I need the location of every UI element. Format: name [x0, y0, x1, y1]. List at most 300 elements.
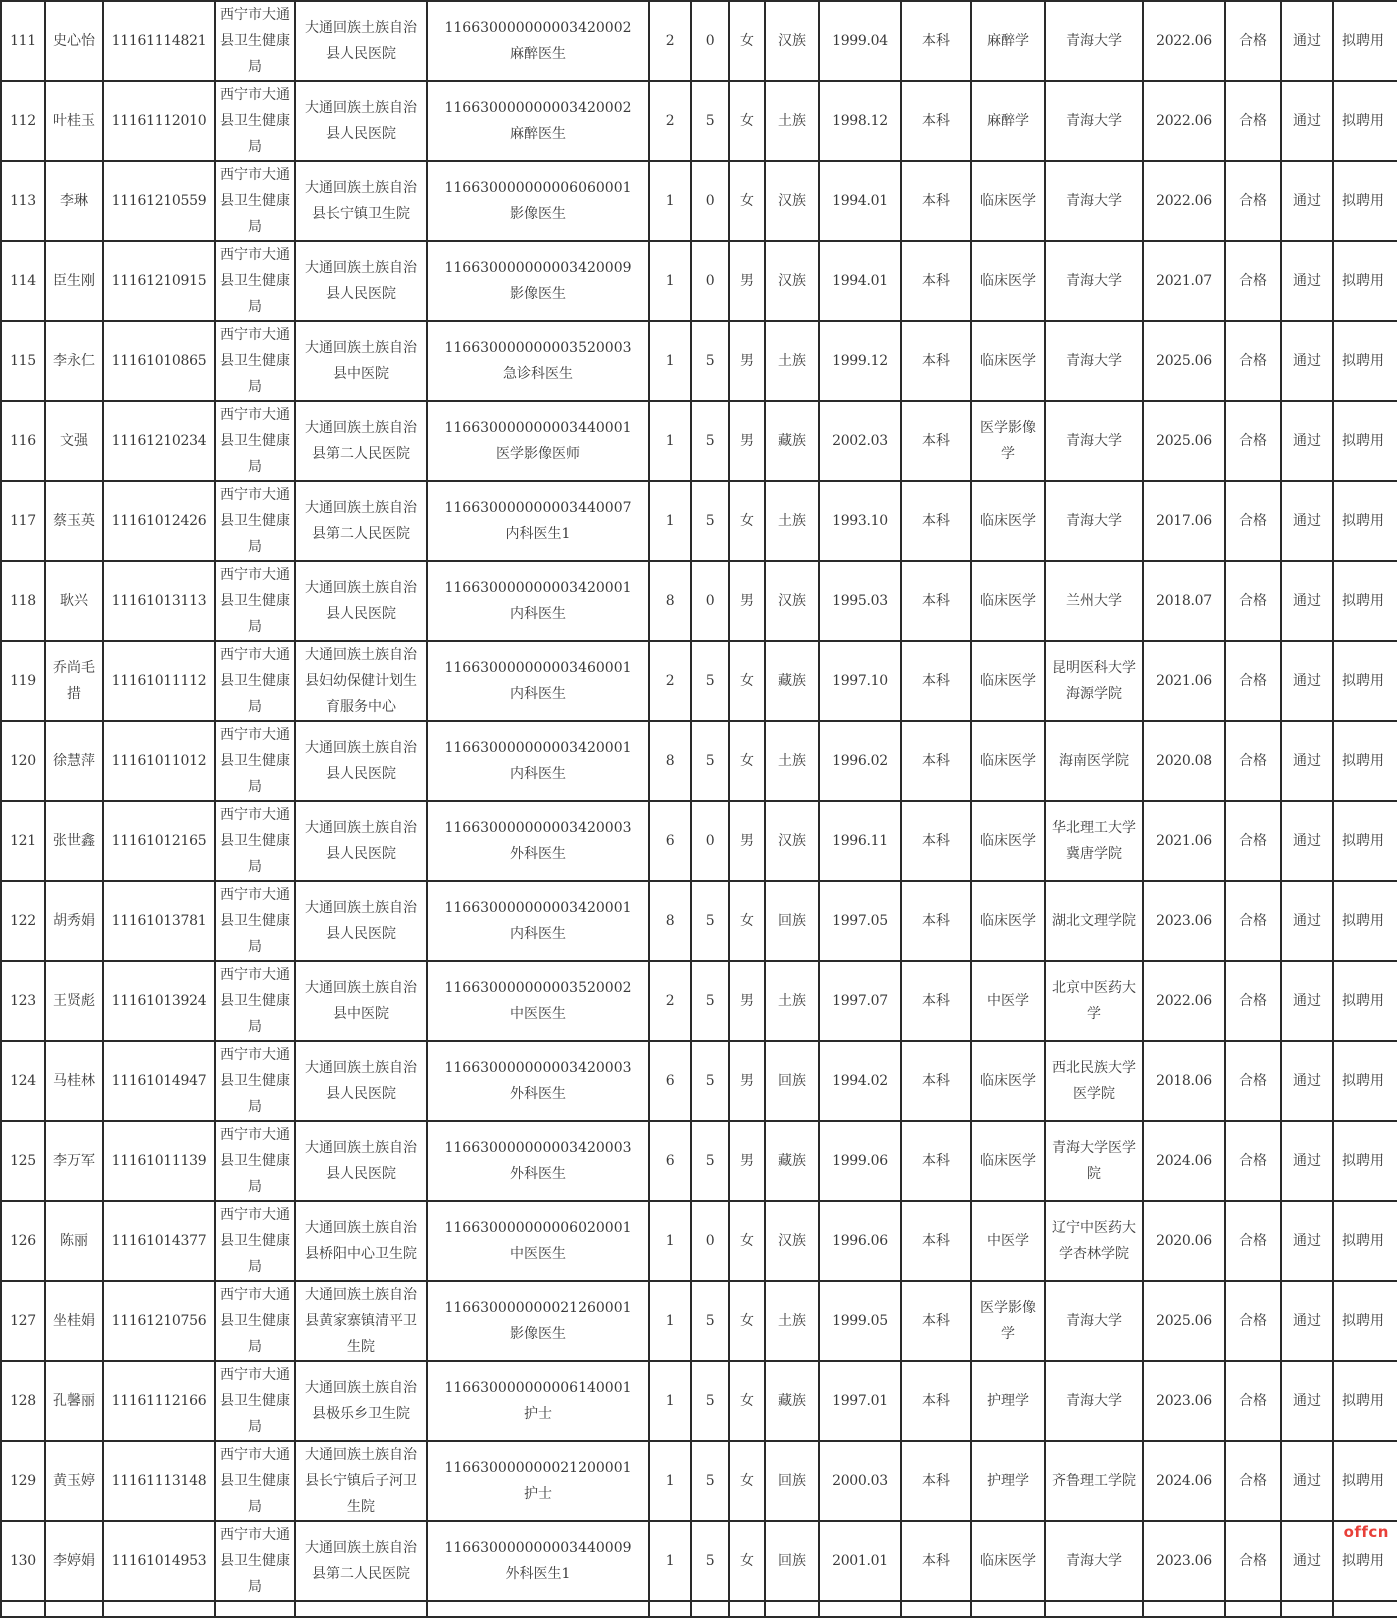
position-code-cell: 116630000000003520003急诊科医生 — [427, 321, 649, 401]
ethnicity-cell: 回族 — [765, 881, 819, 961]
empty-cell — [971, 1601, 1045, 1617]
school-cell: 青海大学 — [1045, 1281, 1143, 1361]
ethnicity-cell: 土族 — [765, 81, 819, 161]
exam-result-cell: 合格 — [1225, 401, 1281, 481]
school-cell: 青海大学 — [1045, 481, 1143, 561]
department-cell: 西宁市大通县卫生健康局 — [215, 81, 295, 161]
department-cell: 西宁市大通县卫生健康局 — [215, 161, 295, 241]
birth-date-cell: 1996.02 — [819, 721, 901, 801]
major-cell: 临床医学 — [971, 481, 1045, 561]
position-code-cell: 116630000000006060001影像医生 — [427, 161, 649, 241]
row-number-cell: 111 — [1, 1, 45, 81]
gender-cell: 男 — [729, 1121, 765, 1201]
birth-date-cell: 2001.01 — [819, 1521, 901, 1601]
birth-date-cell: 1999.04 — [819, 1, 901, 81]
score-extra-cell: 5 — [691, 81, 729, 161]
row-number-cell: 130 — [1, 1521, 45, 1601]
department-cell: 西宁市大通县卫生健康局 — [215, 241, 295, 321]
candidate-name-cell: 李万军 — [45, 1121, 103, 1201]
planned-count-cell: 6 — [649, 1121, 691, 1201]
review-result-cell: 通过 — [1281, 1361, 1333, 1441]
graduation-date-cell: 2018.06 — [1143, 1041, 1225, 1121]
exam-result-cell: 合格 — [1225, 321, 1281, 401]
row-number-cell: 125 — [1, 1121, 45, 1201]
gender-cell: 男 — [729, 961, 765, 1041]
birth-date-cell: 1997.01 — [819, 1361, 901, 1441]
major-cell: 临床医学 — [971, 1521, 1045, 1601]
employer-unit-cell: 大通回族土族自治县人民医院 — [295, 241, 427, 321]
birth-date-cell: 1996.06 — [819, 1201, 901, 1281]
position-code-cell: 116630000000003440009外科医生1 — [427, 1521, 649, 1601]
planned-count-cell: 2 — [649, 1, 691, 81]
exam-result-cell: 合格 — [1225, 801, 1281, 881]
education-cell: 本科 — [901, 161, 971, 241]
ethnicity-cell: 回族 — [765, 1041, 819, 1121]
gender-cell: 女 — [729, 881, 765, 961]
employer-unit-cell: 大通回族土族自治县人民医院 — [295, 81, 427, 161]
candidate-name-cell: 徐慧萍 — [45, 721, 103, 801]
hire-status-cell: 拟聘用 — [1333, 881, 1397, 961]
position-code-cell: 116630000000003440007内科医生1 — [427, 481, 649, 561]
employer-unit-cell: 大通回族土族自治县第二人民医院 — [295, 481, 427, 561]
gender-cell: 男 — [729, 561, 765, 641]
employer-unit-cell: 大通回族土族自治县极乐乡卫生院 — [295, 1361, 427, 1441]
row-number-cell: 126 — [1, 1201, 45, 1281]
department-cell: 西宁市大通县卫生健康局 — [215, 801, 295, 881]
table-row — [1, 481, 1397, 561]
position-code-cell: 116630000000003420009影像医生 — [427, 241, 649, 321]
score-extra-cell: 5 — [691, 641, 729, 721]
gender-cell: 女 — [729, 721, 765, 801]
row-number-cell: 128 — [1, 1361, 45, 1441]
hire-status-cell: 拟聘用 — [1333, 561, 1397, 641]
review-result-cell: 通过 — [1281, 161, 1333, 241]
school-cell: 青海大学 — [1045, 161, 1143, 241]
hire-status-cell: 拟聘用 — [1333, 1041, 1397, 1121]
score-extra-cell: 5 — [691, 1441, 729, 1521]
gender-cell: 女 — [729, 161, 765, 241]
major-cell: 临床医学 — [971, 561, 1045, 641]
employer-unit-cell: 大通回族土族自治县妇幼保健计划生育服务中心 — [295, 641, 427, 721]
ethnicity-cell: 藏族 — [765, 641, 819, 721]
school-cell: 西北民族大学医学院 — [1045, 1041, 1143, 1121]
hire-status-cell: 拟聘用 — [1333, 721, 1397, 801]
graduation-date-cell: 2020.08 — [1143, 721, 1225, 801]
department-cell: 西宁市大通县卫生健康局 — [215, 1121, 295, 1201]
birth-date-cell: 1995.03 — [819, 561, 901, 641]
position-code-cell: 116630000000003440001医学影像医师 — [427, 401, 649, 481]
position-code-cell: 116630000000003420003外科医生 — [427, 801, 649, 881]
score-extra-cell: 5 — [691, 1361, 729, 1441]
major-cell: 临床医学 — [971, 801, 1045, 881]
gender-cell: 女 — [729, 641, 765, 721]
ticket-number-cell: 11161011112 — [103, 641, 215, 721]
ticket-number-cell: 11161210915 — [103, 241, 215, 321]
employer-unit-cell: 大通回族土族自治县中医院 — [295, 961, 427, 1041]
candidate-name-cell: 坐桂娟 — [45, 1281, 103, 1361]
ethnicity-cell: 土族 — [765, 961, 819, 1041]
hire-status-cell: 拟聘用 — [1333, 401, 1397, 481]
planned-count-cell: 2 — [649, 81, 691, 161]
major-cell: 临床医学 — [971, 241, 1045, 321]
planned-count-cell: 8 — [649, 881, 691, 961]
birth-date-cell: 2000.03 — [819, 1441, 901, 1521]
gender-cell: 男 — [729, 801, 765, 881]
gender-cell: 女 — [729, 1281, 765, 1361]
department-cell: 西宁市大通县卫生健康局 — [215, 1441, 295, 1521]
table-row — [1, 401, 1397, 481]
education-cell: 本科 — [901, 241, 971, 321]
hire-status-cell: 拟聘用 — [1333, 481, 1397, 561]
planned-count-cell: 6 — [649, 801, 691, 881]
ethnicity-cell: 藏族 — [765, 1121, 819, 1201]
candidate-name-cell: 王贤彪 — [45, 961, 103, 1041]
ticket-number-cell: 11161013113 — [103, 561, 215, 641]
candidate-name-cell: 马桂林 — [45, 1041, 103, 1121]
position-code-cell: 116630000000003520002中医医生 — [427, 961, 649, 1041]
education-cell: 本科 — [901, 481, 971, 561]
school-cell: 青海大学 — [1045, 1521, 1143, 1601]
row-number-cell: 120 — [1, 721, 45, 801]
school-cell: 兰州大学 — [1045, 561, 1143, 641]
empty-cell — [649, 1601, 691, 1617]
ethnicity-cell: 藏族 — [765, 1361, 819, 1441]
ethnicity-cell: 藏族 — [765, 401, 819, 481]
major-cell: 麻醉学 — [971, 81, 1045, 161]
major-cell: 医学影像学 — [971, 401, 1045, 481]
table-row — [1, 1041, 1397, 1121]
graduation-date-cell: 2018.07 — [1143, 561, 1225, 641]
ethnicity-cell: 土族 — [765, 481, 819, 561]
gender-cell: 男 — [729, 321, 765, 401]
candidate-name-cell: 张世鑫 — [45, 801, 103, 881]
candidate-name-cell: 叶桂玉 — [45, 81, 103, 161]
ticket-number-cell: 11161013924 — [103, 961, 215, 1041]
candidate-name-cell: 李永仁 — [45, 321, 103, 401]
review-result-cell: 通过 — [1281, 561, 1333, 641]
hire-status-cell: 拟聘用 — [1333, 1521, 1397, 1601]
row-number-cell: 124 — [1, 1041, 45, 1121]
review-result-cell: 通过 — [1281, 961, 1333, 1041]
ticket-number-cell: 11161011139 — [103, 1121, 215, 1201]
row-number-cell: 119 — [1, 641, 45, 721]
school-cell: 海南医学院 — [1045, 721, 1143, 801]
school-cell: 北京中医药大学 — [1045, 961, 1143, 1041]
table-row — [1, 1121, 1397, 1201]
position-code-cell: 116630000000021260001影像医生 — [427, 1281, 649, 1361]
empty-cell — [427, 1601, 649, 1617]
score-extra-cell: 5 — [691, 721, 729, 801]
review-result-cell: 通过 — [1281, 1, 1333, 81]
ethnicity-cell: 汉族 — [765, 1201, 819, 1281]
score-extra-cell: 0 — [691, 161, 729, 241]
planned-count-cell: 8 — [649, 561, 691, 641]
review-result-cell: 通过 — [1281, 81, 1333, 161]
planned-count-cell: 1 — [649, 481, 691, 561]
empty-cell — [1281, 1601, 1333, 1617]
row-number-cell: 129 — [1, 1441, 45, 1521]
planned-count-cell: 1 — [649, 1361, 691, 1441]
empty-cell — [1225, 1601, 1281, 1617]
table-row — [1, 1281, 1397, 1361]
birth-date-cell: 2002.03 — [819, 401, 901, 481]
row-number-cell: 115 — [1, 321, 45, 401]
graduation-date-cell: 2025.06 — [1143, 1281, 1225, 1361]
position-code-cell: 116630000000003420002麻醉医生 — [427, 1, 649, 81]
major-cell: 临床医学 — [971, 321, 1045, 401]
ticket-number-cell: 11161210559 — [103, 161, 215, 241]
gender-cell: 女 — [729, 1361, 765, 1441]
table-row — [1, 321, 1397, 401]
ethnicity-cell: 土族 — [765, 321, 819, 401]
ticket-number-cell: 11161112166 — [103, 1361, 215, 1441]
planned-count-cell: 1 — [649, 1201, 691, 1281]
empty-cell — [1333, 1601, 1397, 1617]
table-row — [1, 1361, 1397, 1441]
review-result-cell: 通过 — [1281, 241, 1333, 321]
hire-status-cell: 拟聘用 — [1333, 241, 1397, 321]
empty-cell — [45, 1601, 103, 1617]
department-cell: 西宁市大通县卫生健康局 — [215, 961, 295, 1041]
position-code-cell: 116630000000003460001内科医生 — [427, 641, 649, 721]
birth-date-cell: 1993.10 — [819, 481, 901, 561]
major-cell: 中医学 — [971, 1201, 1045, 1281]
review-result-cell: 通过 — [1281, 1441, 1333, 1521]
birth-date-cell: 1996.11 — [819, 801, 901, 881]
ticket-number-cell: 11161014953 — [103, 1521, 215, 1601]
empty-cell — [729, 1601, 765, 1617]
ticket-number-cell: 11161014947 — [103, 1041, 215, 1121]
department-cell: 西宁市大通县卫生健康局 — [215, 1361, 295, 1441]
gender-cell: 女 — [729, 81, 765, 161]
planned-count-cell: 1 — [649, 1521, 691, 1601]
table-row — [1, 641, 1397, 721]
birth-date-cell: 1994.02 — [819, 1041, 901, 1121]
empty-cell — [901, 1601, 971, 1617]
school-cell: 青海大学 — [1045, 1, 1143, 81]
school-cell: 青海大学 — [1045, 401, 1143, 481]
education-cell: 本科 — [901, 1, 971, 81]
hire-status-cell: 拟聘用 — [1333, 1, 1397, 81]
ticket-number-cell: 11161011012 — [103, 721, 215, 801]
row-number-cell: 121 — [1, 801, 45, 881]
education-cell: 本科 — [901, 881, 971, 961]
graduation-date-cell: 2025.06 — [1143, 401, 1225, 481]
exam-result-cell: 合格 — [1225, 1441, 1281, 1521]
school-cell: 青海大学 — [1045, 321, 1143, 401]
exam-result-cell: 合格 — [1225, 1201, 1281, 1281]
ticket-number-cell: 11161114821 — [103, 1, 215, 81]
graduation-date-cell: 2023.06 — [1143, 1521, 1225, 1601]
employer-unit-cell: 大通回族土族自治县长宁镇卫生院 — [295, 161, 427, 241]
exam-result-cell: 合格 — [1225, 881, 1281, 961]
education-cell: 本科 — [901, 721, 971, 801]
education-cell: 本科 — [901, 561, 971, 641]
planned-count-cell: 2 — [649, 961, 691, 1041]
employer-unit-cell: 大通回族土族自治县人民医院 — [295, 561, 427, 641]
score-extra-cell: 5 — [691, 1041, 729, 1121]
empty-cell — [1143, 1601, 1225, 1617]
exam-result-cell: 合格 — [1225, 161, 1281, 241]
exam-result-cell: 合格 — [1225, 81, 1281, 161]
education-cell: 本科 — [901, 1521, 971, 1601]
exam-result-cell: 合格 — [1225, 641, 1281, 721]
table-row — [1, 561, 1397, 641]
table-row-partial — [1, 1601, 1397, 1617]
row-number-cell: 127 — [1, 1281, 45, 1361]
major-cell: 麻醉学 — [971, 1, 1045, 81]
school-cell: 青海大学 — [1045, 241, 1143, 321]
ticket-number-cell: 11161013781 — [103, 881, 215, 961]
birth-date-cell: 1999.06 — [819, 1121, 901, 1201]
department-cell: 西宁市大通县卫生健康局 — [215, 641, 295, 721]
candidate-name-cell: 孔馨丽 — [45, 1361, 103, 1441]
review-result-cell: 通过 — [1281, 1521, 1333, 1601]
employer-unit-cell: 大通回族土族自治县人民医院 — [295, 881, 427, 961]
ticket-number-cell: 11161012426 — [103, 481, 215, 561]
birth-date-cell: 1994.01 — [819, 161, 901, 241]
table-row — [1, 721, 1397, 801]
review-result-cell: 通过 — [1281, 1041, 1333, 1121]
school-cell: 齐鲁理工学院 — [1045, 1441, 1143, 1521]
empty-cell — [215, 1601, 295, 1617]
ethnicity-cell: 土族 — [765, 721, 819, 801]
empty-cell — [691, 1601, 729, 1617]
exam-result-cell: 合格 — [1225, 241, 1281, 321]
graduation-date-cell: 2020.06 — [1143, 1201, 1225, 1281]
table-row — [1, 81, 1397, 161]
review-result-cell: 通过 — [1281, 801, 1333, 881]
position-code-cell: 116630000000003420003外科医生 — [427, 1041, 649, 1121]
education-cell: 本科 — [901, 1041, 971, 1121]
education-cell: 本科 — [901, 961, 971, 1041]
table-row — [1, 801, 1397, 881]
birth-date-cell: 1997.10 — [819, 641, 901, 721]
employer-unit-cell: 大通回族土族自治县第二人民医院 — [295, 1521, 427, 1601]
planned-count-cell: 8 — [649, 721, 691, 801]
planned-count-cell: 1 — [649, 161, 691, 241]
hire-status-cell: 拟聘用 — [1333, 1201, 1397, 1281]
empty-cell — [1045, 1601, 1143, 1617]
department-cell: 西宁市大通县卫生健康局 — [215, 1281, 295, 1361]
planned-count-cell: 2 — [649, 641, 691, 721]
department-cell: 西宁市大通县卫生健康局 — [215, 1, 295, 81]
employer-unit-cell: 大通回族土族自治县人民医院 — [295, 1041, 427, 1121]
graduation-date-cell: 2017.06 — [1143, 481, 1225, 561]
school-cell: 华北理工大学冀唐学院 — [1045, 801, 1143, 881]
education-cell: 本科 — [901, 1281, 971, 1361]
department-cell: 西宁市大通县卫生健康局 — [215, 561, 295, 641]
exam-result-cell: 合格 — [1225, 1041, 1281, 1121]
major-cell: 临床医学 — [971, 161, 1045, 241]
table-row — [1, 1521, 1397, 1601]
school-cell: 湖北文理学院 — [1045, 881, 1143, 961]
hire-status-cell: 拟聘用 — [1333, 1121, 1397, 1201]
major-cell: 临床医学 — [971, 721, 1045, 801]
employer-unit-cell: 大通回族土族自治县桥阳中心卫生院 — [295, 1201, 427, 1281]
graduation-date-cell: 2022.06 — [1143, 161, 1225, 241]
position-code-cell: 116630000000021200001护士 — [427, 1441, 649, 1521]
hire-status-cell: 拟聘用 — [1333, 321, 1397, 401]
exam-result-cell: 合格 — [1225, 1, 1281, 81]
empty-cell — [765, 1601, 819, 1617]
review-result-cell: 通过 — [1281, 881, 1333, 961]
graduation-date-cell: 2024.06 — [1143, 1121, 1225, 1201]
graduation-date-cell: 2021.06 — [1143, 801, 1225, 881]
review-result-cell: 通过 — [1281, 481, 1333, 561]
row-number-cell: 123 — [1, 961, 45, 1041]
major-cell: 临床医学 — [971, 641, 1045, 721]
department-cell: 西宁市大通县卫生健康局 — [215, 481, 295, 561]
position-code-cell: 116630000000003420001内科医生 — [427, 721, 649, 801]
graduation-date-cell: 2025.06 — [1143, 321, 1225, 401]
ethnicity-cell: 汉族 — [765, 241, 819, 321]
candidate-name-cell: 黄玉婷 — [45, 1441, 103, 1521]
department-cell: 西宁市大通县卫生健康局 — [215, 881, 295, 961]
education-cell: 本科 — [901, 401, 971, 481]
ethnicity-cell: 回族 — [765, 1441, 819, 1521]
table-row — [1, 1, 1397, 81]
education-cell: 本科 — [901, 1441, 971, 1521]
department-cell: 西宁市大通县卫生健康局 — [215, 401, 295, 481]
birth-date-cell: 1999.05 — [819, 1281, 901, 1361]
planned-count-cell: 6 — [649, 1041, 691, 1121]
table-row — [1, 881, 1397, 961]
row-number-cell: 118 — [1, 561, 45, 641]
planned-count-cell: 1 — [649, 1441, 691, 1521]
department-cell: 西宁市大通县卫生健康局 — [215, 321, 295, 401]
exam-result-cell: 合格 — [1225, 961, 1281, 1041]
row-number-cell: 116 — [1, 401, 45, 481]
birth-date-cell: 1997.05 — [819, 881, 901, 961]
education-cell: 本科 — [901, 1121, 971, 1201]
hire-status-cell: 拟聘用 — [1333, 801, 1397, 881]
review-result-cell: 通过 — [1281, 1121, 1333, 1201]
employer-unit-cell: 大通回族土族自治县人民医院 — [295, 1121, 427, 1201]
exam-result-cell: 合格 — [1225, 561, 1281, 641]
exam-result-cell: 合格 — [1225, 1521, 1281, 1601]
graduation-date-cell: 2023.06 — [1143, 881, 1225, 961]
review-result-cell: 通过 — [1281, 1281, 1333, 1361]
review-result-cell: 通过 — [1281, 321, 1333, 401]
candidate-name-cell: 耿兴 — [45, 561, 103, 641]
candidate-name-cell: 文强 — [45, 401, 103, 481]
hire-status-cell: 拟聘用 — [1333, 1441, 1397, 1521]
education-cell: 本科 — [901, 1201, 971, 1281]
row-number-cell: 113 — [1, 161, 45, 241]
education-cell: 本科 — [901, 81, 971, 161]
ticket-number-cell: 11161014377 — [103, 1201, 215, 1281]
candidate-name-cell: 臣生刚 — [45, 241, 103, 321]
position-code-cell: 116630000000003420002麻醉医生 — [427, 81, 649, 161]
gender-cell: 女 — [729, 1441, 765, 1521]
position-code-cell: 116630000000006020001中医医生 — [427, 1201, 649, 1281]
review-result-cell: 通过 — [1281, 641, 1333, 721]
score-extra-cell: 5 — [691, 1121, 729, 1201]
employer-unit-cell: 大通回族土族自治县黄家寨镇清平卫生院 — [295, 1281, 427, 1361]
row-number-cell: 117 — [1, 481, 45, 561]
graduation-date-cell: 2023.06 — [1143, 1361, 1225, 1441]
major-cell: 临床医学 — [971, 1121, 1045, 1201]
employer-unit-cell: 大通回族土族自治县人民医院 — [295, 721, 427, 801]
planned-count-cell: 1 — [649, 241, 691, 321]
candidate-name-cell: 蔡玉英 — [45, 481, 103, 561]
hire-status-cell: 拟聘用 — [1333, 641, 1397, 721]
major-cell: 医学影像学 — [971, 1281, 1045, 1361]
ethnicity-cell: 汉族 — [765, 1, 819, 81]
candidate-name-cell: 乔尚毛措 — [45, 641, 103, 721]
ticket-number-cell: 11161010865 — [103, 321, 215, 401]
